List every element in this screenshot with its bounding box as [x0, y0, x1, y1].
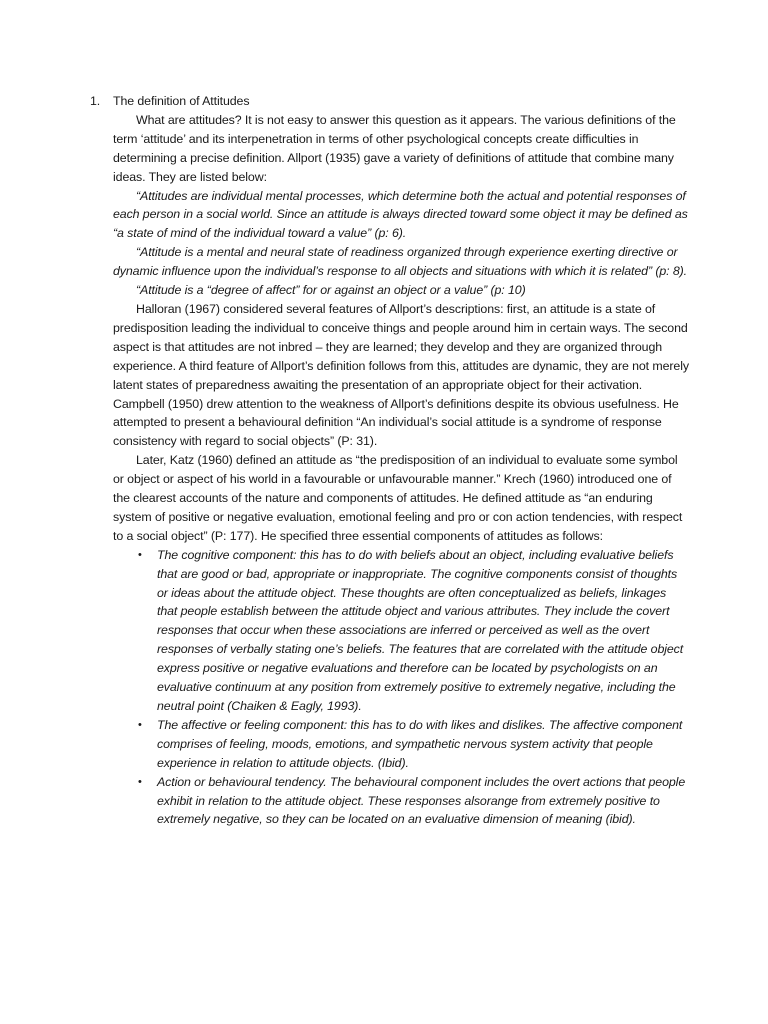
intro-paragraph: What are attitudes? It is not easy to answer this question as it appears. The various definitions of the term ‘attitude’ and its interpenetration in terms of other psychological concepts create difficulties in determining a precise definition. Allport (1935) gave a variety of definitions of attitude that combine many ideas. They are listed below: [113, 112, 676, 184]
halloran-paragraph: Halloran (1967) considered several features of Allport’s descriptions: first, an attitude is a state of predisposition leading the individual to conceive things and people around him in certain ways. The second aspect is that attitudes are not inbred – they are learned; they develop and they are organized through experience. A third feature of Allport’s definition follows from this, attitudes are dynamic, they are not merely latent states of preparedness awaiting the presentation of an appropriate object for their activation. Campbell (1950) drew attention to the weakness of Allport’s definitions despite its obvious usefulness. He attempted to present a behavioural definition “An individual’s social attitude is a syndrome of response consistency with regard to social objects” (P: 31). [113, 301, 689, 449]
bullet-icon: • [138, 775, 142, 788]
section-number: 1. [90, 94, 101, 108]
section-heading [90, 92, 690, 111]
list-item [138, 716, 690, 773]
list-item-text: Action or behavioural tendency. The behavioural component includes the overt actions that people exhibit in relation to the attitude object. These responses alsorange from extremely positive to extremely negative, so they can be located on an evaluative dimension of meaning (ibid). [157, 774, 686, 827]
attitude-components-list [113, 546, 690, 830]
allport-quote-2: “Attitude is a mental and neural state of readiness organized through experience exerting directive or dynamic influence upon the individual’s response to all objects and situations with which it is related” (p: 8). [113, 245, 688, 279]
document-page [90, 92, 690, 829]
section-title: The definition of Attitudes [113, 94, 250, 108]
list-item [138, 773, 690, 830]
list-item [138, 546, 690, 716]
allport-quote-1: “Attitudes are individual mental processes, which determine both the actual and potential responses of each person in a social world. Since an attitude is always directed toward some object it may be defined as “a state of mind of the individual toward a value” (p: 6). [113, 188, 688, 241]
list-item-text: The cognitive component: this has to do with beliefs about an object, including evaluative beliefs that are good or bad, appropriate or inappropriate. The cognitive components consist of thoughts or ideas about the attitude object. These thoughts are often conceptualized as beliefs, linkages that people establish between the attitude object and various attributes. They include the covert responses that occur when these associations are inferred or perceived as well as the overt responses of verbally stating one’s beliefs. The features that are correlated with the attitude object express positive or negative evaluations and therefore can be located by psychologists on an evaluative continuum at any position from extremely positive to extremely negative, including the neutral point (Chaiken & Eagly, 1993). [157, 547, 684, 713]
bullet-icon: • [138, 548, 142, 561]
katz-paragraph: Later, Katz (1960) defined an attitude as “the predisposition of an individual to evaluate some symbol or object or aspect of his world in a favourable or unfavourable manner.” Krech (1960) introduced one of the clearest accounts of the nature and components of attitudes. He defined attitude as “an enduring system of positive or negative evaluation, emotional feeling and pro or con action tendencies, with respect to a social object” (P: 177). He specified three essential components of attitudes as follows: [113, 453, 683, 543]
list-item-text: The affective or feeling component: this has to do with likes and dislikes. The affective component comprises of feeling, moods, emotions, and sympathetic nervous system activity that people experience in relation to attitude objects. (Ibid). [157, 717, 683, 770]
section-body [113, 111, 690, 829]
allport-quote-3: “Attitude is a “degree of affect” for or against an object or a value” (p: 10) [136, 283, 526, 298]
bullet-icon: • [138, 718, 142, 731]
